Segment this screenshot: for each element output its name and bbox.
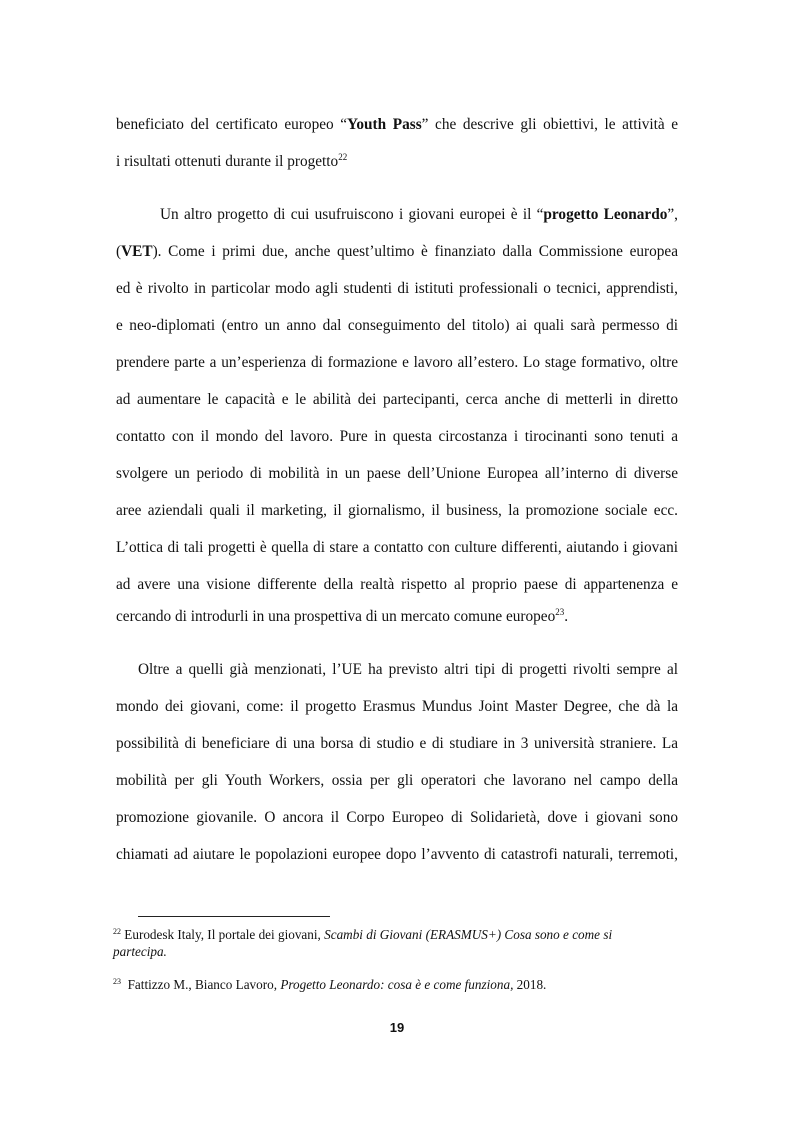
text-line: Un altro progetto di cui usufruiscono i giovani europei è il “progetto Leonardo”, xyxy=(160,206,678,223)
text-line: i risultati ottenuti durante il progetto$^{22}$ xyxy=(116,152,348,170)
text-line: (VET). Come i primi due, anche quest’ultimo è finanziato dalla Commissione europea xyxy=(116,243,678,260)
text-line: possibilità di beneficiare di una borsa di studio e di studiare in 3 università straniere. La xyxy=(116,735,678,752)
footnote-22: $^{22}$ Eurodesk Italy, Il portale dei giovani, Scambi di Giovani (ERASMUS+) Cosa sono e come si xyxy=(113,927,613,942)
text-line: prendere parte a un’esperienza di formazione e lavoro all’estero. Lo stage formativo, oltre xyxy=(116,354,678,371)
text-line: mondo dei giovani, come: il progetto Erasmus Mundus Joint Master Degree, che dà la xyxy=(116,698,678,715)
text-line: cercando di introdurli in una prospettiva di un mercato comune europeo$^{23}$. xyxy=(116,607,569,625)
text-line: ed è rivolto in particolar modo agli studenti di istituti professionali o tecnici, apprendisti, xyxy=(116,280,678,297)
text-line: beneficiato del certificato europeo “Youth Pass” che descrive gli obiettivi, le attività e xyxy=(116,116,679,133)
text-line: e neo-diplomati (entro un anno dal conseguimento del titolo) ai quali sarà permesso di xyxy=(116,317,678,334)
text-line: Oltre a quelli già menzionati, l’UE ha previsto altri tipi di progetti rivolti sempre al xyxy=(138,661,678,678)
footnote-ref-22[interactable]: 22 xyxy=(338,152,348,162)
page-number: 19 xyxy=(389,1020,405,1035)
text-line: promozione giovanile. O ancora il Corpo Europeo di Solidarietà, dove i giovani sono xyxy=(116,809,678,826)
text-line: mobilità per gli Youth Workers, ossia per gli operatori che lavorano nel campo della xyxy=(116,772,678,789)
text-line: L’ottica di tali progetti è quella di stare a contatto con culture differenti, aiutando i giovani xyxy=(116,539,678,556)
footnote-22-continuation: partecipa. xyxy=(113,944,167,959)
text-line: ad aumentare le capacità e le abilità dei partecipanti, cerca anche di metterli in diretto xyxy=(116,391,678,408)
footnote-ref-23[interactable]: 23 xyxy=(555,607,565,617)
text-line: ad avere una visione differente della realtà rispetto al proprio paese di appartenenza e xyxy=(116,576,678,593)
text-line: aree aziendali quali il marketing, il giornalismo, il business, la promozione sociale ecc. xyxy=(116,502,678,519)
text-line: svolgere un periodo di mobilità in un paese dell’Unione Europea all’interno di diverse xyxy=(116,465,678,482)
footnote-separator xyxy=(138,916,330,917)
text-line: contatto con il mondo del lavoro. Pure in questa circostanza i tirocinanti sono tenuti a xyxy=(116,428,678,445)
footnote-23: $^{23}$ Fattizzo M., Bianco Lavoro, Progetto Leonardo: cosa è e come funziona, 2018. xyxy=(113,977,547,992)
text-line: chiamati ad aiutare le popolazioni europee dopo l’avvento di catastrofi naturali, terremoti, xyxy=(116,846,678,863)
